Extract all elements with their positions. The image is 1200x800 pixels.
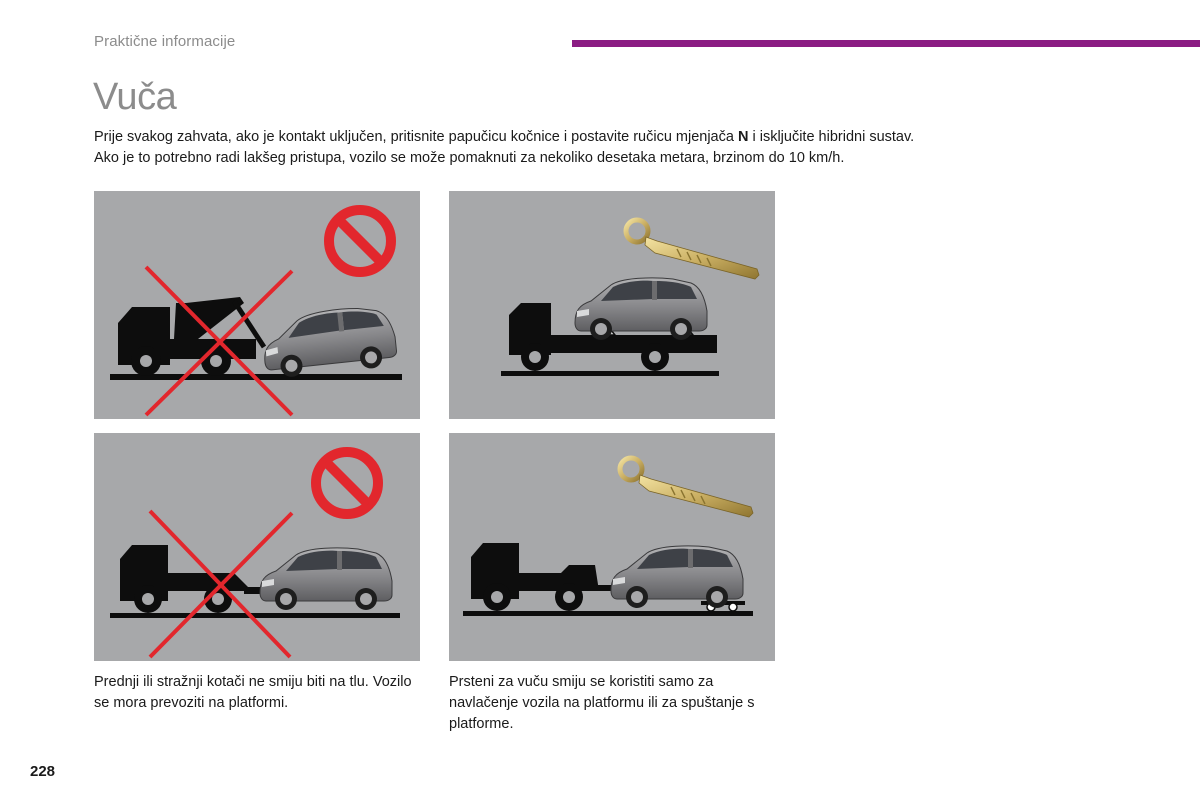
towing-eye-icon (620, 458, 753, 517)
page-title: Vuča (93, 76, 177, 118)
figure-flatbed-allowed (449, 191, 775, 419)
tow-truck-illustration (94, 191, 420, 419)
caption-prohibited-towing: Prednji ili stražnji kotači ne smiju biti na tlu. Vozilo se mora prevoziti na platformi. (94, 674, 412, 711)
header-accent-bar (572, 40, 1200, 47)
figure-tow-truck-prohibited (94, 191, 420, 419)
page-number: 228 (30, 763, 56, 780)
flatbed-towing-illustration (94, 433, 420, 661)
intro-line-2: Ako je to potrebno radi lakšeg pristupa, vozilo se može pomaknuti za nekoliko desetaka metara, brzinom do 10 km/h. (94, 150, 845, 166)
figure-rear-on-ground-prohibited (94, 433, 420, 661)
prohibited-icon (316, 452, 378, 514)
figure-dolly-allowed (449, 433, 775, 661)
intro-text (94, 127, 1094, 169)
prohibited-icon (329, 210, 391, 272)
dolly-towing-illustration (449, 433, 775, 661)
towing-eye-icon (626, 220, 759, 279)
section-header-label: Praktične informacije (94, 33, 236, 50)
intro-line-1: Prije svakog zahvata, ako je kontakt uključen, pritisnite papučicu kočnice i postavite ručicu mjenjača N i isključite hibridni sustav. (94, 129, 915, 145)
flatbed-illustration (449, 191, 775, 419)
gear-position-n: N (737, 129, 749, 145)
caption-towing-eye-usage: Prsteni za vuču smiju se koristiti samo za navlačenje vozila na platformu ili za spuštanje s platforme. (449, 674, 755, 732)
